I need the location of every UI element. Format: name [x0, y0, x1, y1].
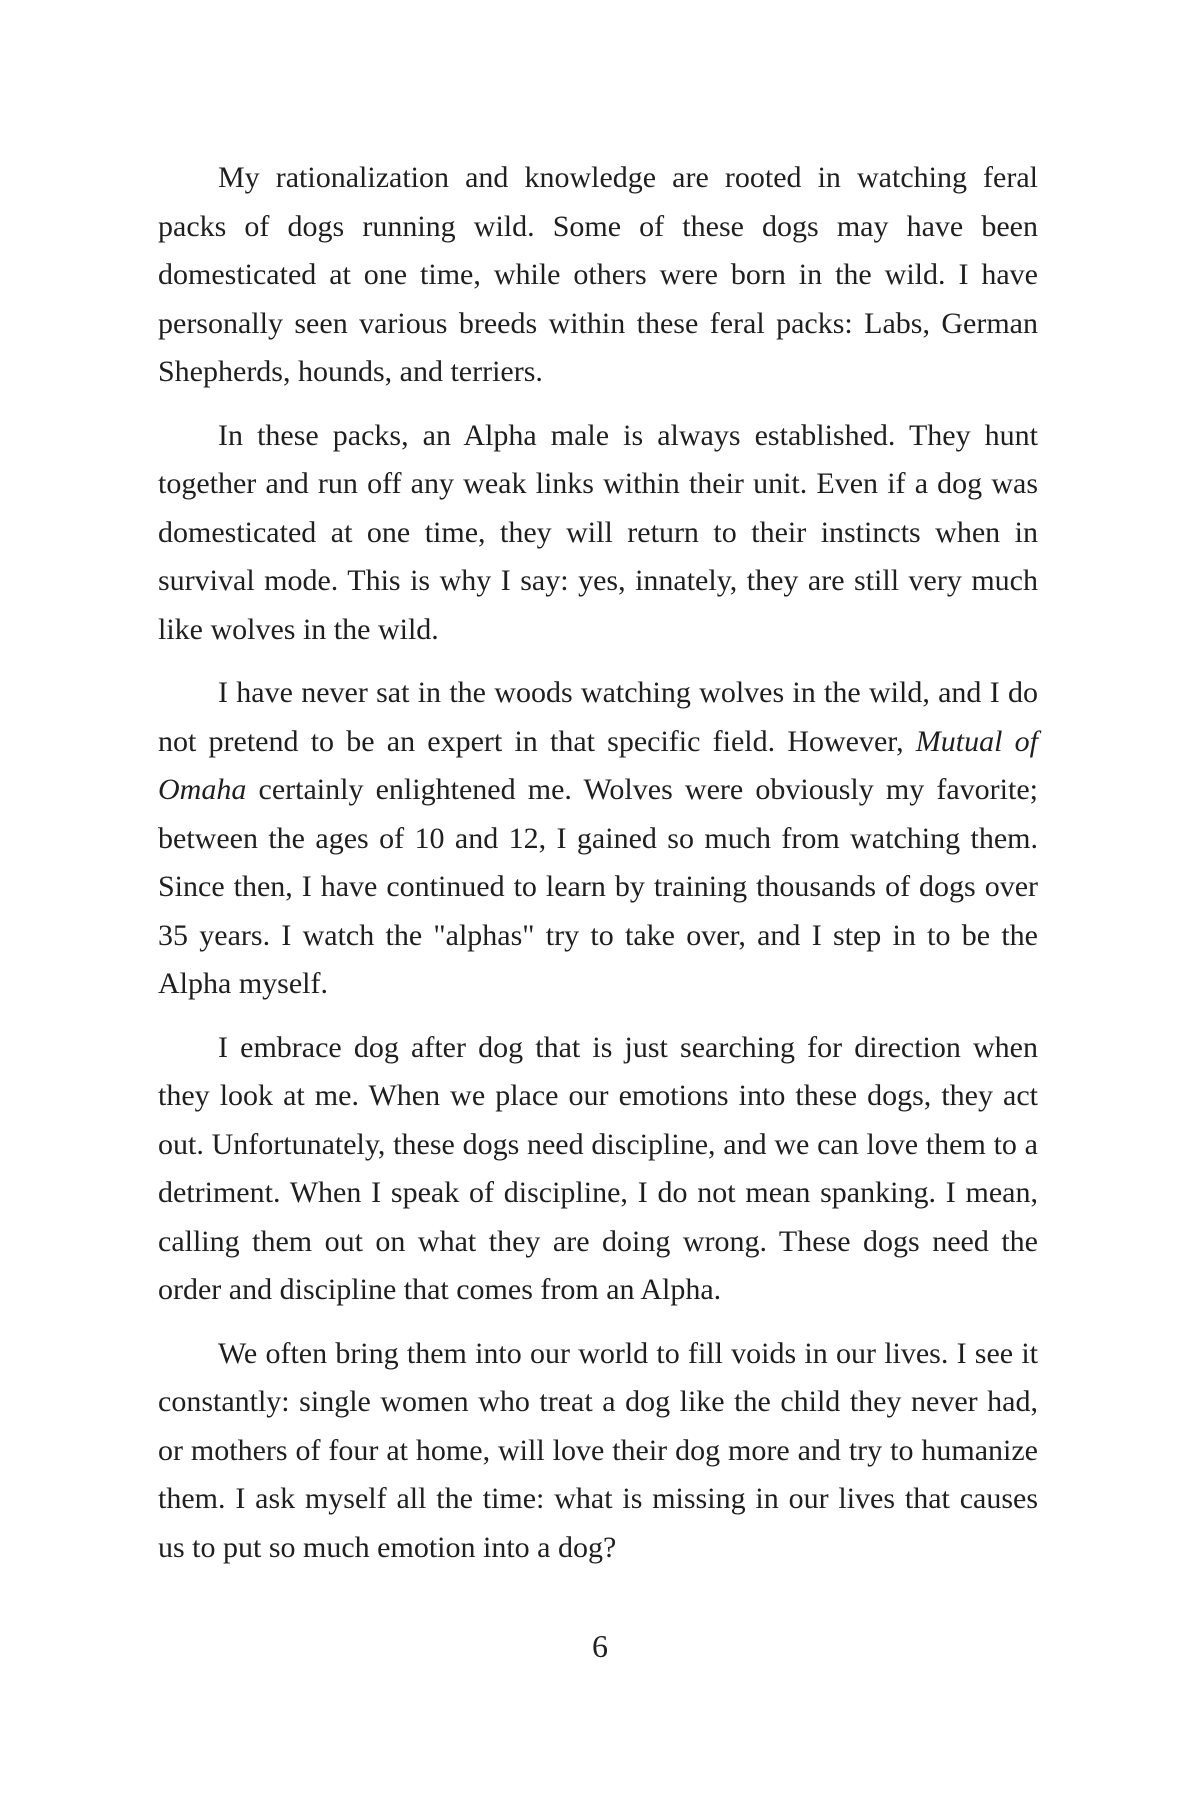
- paragraph-5: We often bring them into our world to fill voids in our lives. I see it constantly: single women who treat a dog like the child they never had, or mothers of four at home, will love their dog more and try to humanize them. I ask myself all the time: what is missing in our lives that causes us to put so much emotion into a dog?: [158, 1336, 1038, 1564]
- paragraph-3: [158, 669, 1038, 1009]
- body-text: [158, 154, 1038, 1572]
- paragraph-3-text-before: I have never sat in the woods watching wolves in the wild, and I do not pretend to be an expert in that specific field. However,: [158, 676, 1038, 758]
- page-number: 6: [592, 1628, 608, 1664]
- paragraph-1: My rationalization and knowledge are rooted in watching feral packs of dogs running wild. Some of these dogs may have been domesticated at one time, while others were born in the wild. I have personally seen various breeds within these feral packs: Labs, German Shepherds, hounds, and terriers.: [158, 161, 1038, 388]
- paragraph-2: In these packs, an Alpha male is always established. They hunt together and run off any weak links within their unit. Even if a dog was domesticated at one time, they will return to their instincts when in survival mode. This is why I say: yes, innately, they are still very much like wolves in the wild.: [158, 418, 1038, 646]
- paragraph-3-text-after: certainly enlightened me. Wolves were obviously my favorite; between the ages of 10 and 12, I gained so much from watching them. Since then, I have continued to learn by training thousands of dogs over 35 years. I watch the "alphas" try to take over, and I step in to be the Alpha myself.: [158, 773, 1038, 1000]
- paragraph-4: I embrace dog after dog that is just searching for direction when they look at me. When we place our emotions into these dogs, they act out. Unfortunately, these dogs need discipline, and we can love them to a detriment. When I speak of discipline, I do not mean spanking. I mean, calling them out on what they are doing wrong. These dogs need the order and discipline that comes from an Alpha.: [158, 1030, 1038, 1306]
- italic-title: Mutual of Omaha: [158, 724, 1038, 806]
